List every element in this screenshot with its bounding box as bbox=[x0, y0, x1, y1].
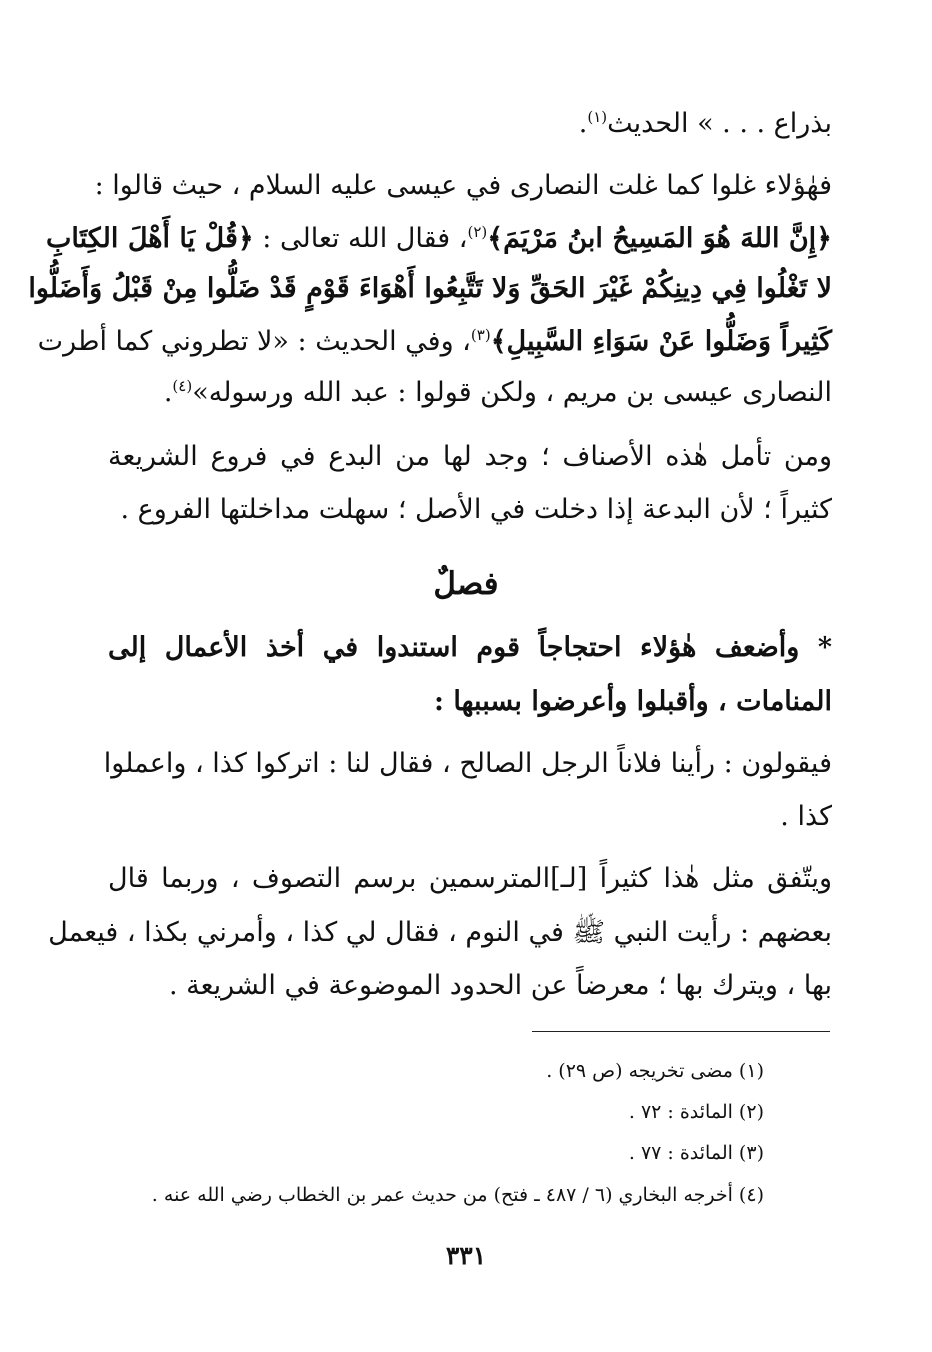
text-segment: ، وفي الحديث : «لا تطروني كما أطرت bbox=[37, 326, 471, 357]
paragraph-6-line-2: بعضهم : رأيت النبي ﷺ في النوم ، فقال لي كذا ، وأمرني بكذا ، فيعمل bbox=[48, 917, 832, 948]
quran-quote: كَثِيراً وَضَلُّوا عَنْ سَوَاءِ السَّبِيلِ﴾ bbox=[490, 326, 832, 357]
paragraph-6-line-1: ويتّفق مثل هٰذا كثيراً [لـ]المترسمين برسم التصوف ، وربما قال bbox=[108, 863, 832, 894]
text-segment: النصارى عيسى بن مريم ، ولكن قولوا : عبد الله ورسوله» bbox=[192, 377, 832, 408]
paragraph-2-line-5 bbox=[108, 373, 832, 413]
footnote-1: (١) مضى تخريجه (ص ٢٩) . bbox=[546, 1060, 764, 1082]
text-segment: . bbox=[578, 108, 588, 139]
paragraph-2-line-3: لا تَغْلُوا فِي دِينِكُمْ غَيْرَ الحَقِّ وَلا تَتَّبِعُوا أَهْوَاءَ قَوْمٍ قَدْ ضَلُّوا مِنْ قَبْلُ وَأَضَلُّوا bbox=[28, 273, 832, 304]
footnote-2: (٢) المائدة : ٧٢ . bbox=[628, 1101, 764, 1123]
paragraph-4-line-1: * وأضعف هٰؤلاء احتجاجاً قوم استندوا في أخذ الأعمال إلى bbox=[108, 632, 832, 663]
footnote-ref-1[interactable]: (١) bbox=[587, 108, 608, 126]
quran-quote: ﴿إِنَّ اللهَ هُوَ المَسِيحُ ابنُ مَرْيَمَ﴾ bbox=[487, 223, 832, 254]
text-segment: ، فقال الله تعالى : bbox=[253, 223, 468, 254]
paragraph-2-line-1: فهٰؤلاء غلوا كما غلت النصارى في عيسى عليه السلام ، حيث قالوا : bbox=[94, 170, 832, 201]
text-segment: بذراع . . . » الحديث bbox=[607, 108, 832, 139]
text-segment: . bbox=[163, 377, 173, 408]
paragraph-4-line-2: المنامات ، وأقبلوا وأعرضوا بسببها : bbox=[434, 686, 832, 717]
paragraph-5-line-2: كذا . bbox=[780, 801, 832, 832]
paragraph-3-line-2: كثيراً ؛ لأن البدعة إذا دخلت في الأصل ؛ سهلت مداخلتها الفروع . bbox=[120, 494, 832, 525]
text-line-1 bbox=[108, 104, 832, 144]
footnote-ref-2[interactable]: (٢) bbox=[467, 223, 488, 241]
section-heading: فصلٌ bbox=[433, 566, 499, 602]
page-number: ٣٣١ bbox=[445, 1241, 487, 1270]
paragraph-5-line-1: فيقولون : رأينا فلاناً الرجل الصالح ، فقال لنا : اتركوا كذا ، واعملوا bbox=[103, 748, 832, 779]
footnote-3: (٣) المائدة : ٧٧ . bbox=[628, 1142, 764, 1164]
paragraph-2-line-4 bbox=[37, 322, 832, 362]
footnote-4: (٤) أخرجه البخاري (٦ / ٤٨٧ ـ فتح) من حديث عمر بن الخطاب رضي الله عنه . bbox=[151, 1184, 764, 1206]
paragraph-6-line-3: بها ، ويترك بها ؛ معرضاً عن الحدود الموضوعة في الشريعة . bbox=[169, 970, 832, 1001]
paragraph-2-line-2 bbox=[45, 219, 832, 259]
paragraph-3-line-1: ومن تأمل هٰذه الأصناف ؛ وجد لها من البدع في فروع الشريعة bbox=[108, 441, 832, 472]
quran-quote: ﴿قُلْ يَا أَهْلَ الكِتَابِ bbox=[45, 223, 254, 254]
footnote-ref-3[interactable]: (٣) bbox=[470, 326, 491, 344]
footnote-divider bbox=[532, 1031, 830, 1032]
footnote-ref-4[interactable]: (٤) bbox=[172, 377, 193, 395]
